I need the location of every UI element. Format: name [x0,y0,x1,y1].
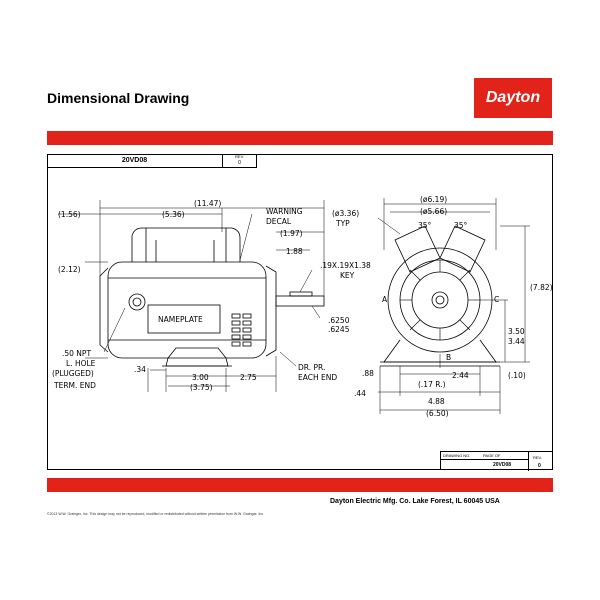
warning-label: WARNING [266,207,303,216]
tb-rev-label: REV. [533,455,542,460]
end-shaft [432,292,448,308]
key-line-1: .19X.19X1.38 [320,261,371,270]
dim-650: (6.50) [426,409,449,418]
npt-line-2: L. HOLE [66,359,96,368]
dim-height: (2.12) [58,265,81,274]
vent-slots [232,314,251,346]
npt-line-3: (PLUGGED) [52,369,94,378]
dim-336: (ø3.36) [332,209,360,218]
drpr-line-1: DR. PR. [298,363,326,372]
nameplate-label: NAMEPLATE [158,315,203,324]
rev-value: 0 [238,160,241,166]
dim-197: (1.97) [280,229,303,238]
dim-88: .88 [362,369,374,378]
npt-line-1: .50 NPT [62,349,92,358]
copyright-notice: ©2013 W.W. Grainger, Inc. This design may not be reproduced, modified or redistributed without written permission from W.W. Grainger, Inc. [47,512,265,516]
dim-300: 3.00 [192,373,209,382]
typ-label: TYP [336,219,350,228]
dim-mid: (5.36) [162,210,185,219]
drawing-id-cell: 20VD08 [47,154,223,168]
label-b: B [446,353,452,362]
dim-782: (7.82) [530,283,553,292]
tb-rev-value: 0 [538,463,541,469]
angle-2: 35° [454,221,468,230]
shaft-dia-2: .6245 [328,325,350,334]
term-end-label: TERM. END [54,381,96,390]
drpr-line-2: EACH END [298,373,338,382]
rev-label: REV. [235,154,244,159]
motor-base [166,348,228,366]
dim-566: (ø5.66) [420,207,448,216]
dim-left: (1.56) [58,210,81,219]
dim-34: .34 [134,365,146,374]
footer-address: Dayton Electric Mfg. Co. Lake Forest, IL 60045 USA [330,498,500,505]
key-line-2: KEY [340,271,355,280]
dim-488: 4.88 [428,397,445,406]
logo-text: Dayton [485,89,541,106]
page-title: Dimensional Drawing [47,90,190,106]
dim-375: (3.75) [190,383,213,392]
label-c: C [494,295,500,304]
label-a: A [382,295,388,304]
right-end-bell [266,266,276,356]
shaft-dia-1: .6250 [328,316,350,325]
capacitor-housing [132,228,240,262]
dim-188: 1.88 [286,247,303,256]
dim-overall: (11.47) [194,199,222,208]
shaft [276,296,324,306]
conduit-hole [129,294,145,310]
dim-350: 3.50 [508,327,525,336]
left-end-bell [100,268,108,352]
angle-1: 35° [418,221,432,230]
motor-body [108,262,266,358]
page-of-label: PAGE OF [483,453,501,458]
dim-10: (.10) [508,371,526,380]
key [290,292,312,296]
dim-17: (.17 R.) [418,380,446,389]
dim-344: 3.44 [508,337,525,346]
dim-275: 2.75 [240,373,257,382]
dim-244: 2.44 [452,371,469,380]
drawing-no-label: DRAWING NO. [443,453,471,458]
decal-label: DECAL [266,217,292,226]
dim-44: .44 [354,389,366,398]
drawing-no-value: 20VD08 [493,462,512,468]
dim-619: (ø6.19) [420,195,448,204]
